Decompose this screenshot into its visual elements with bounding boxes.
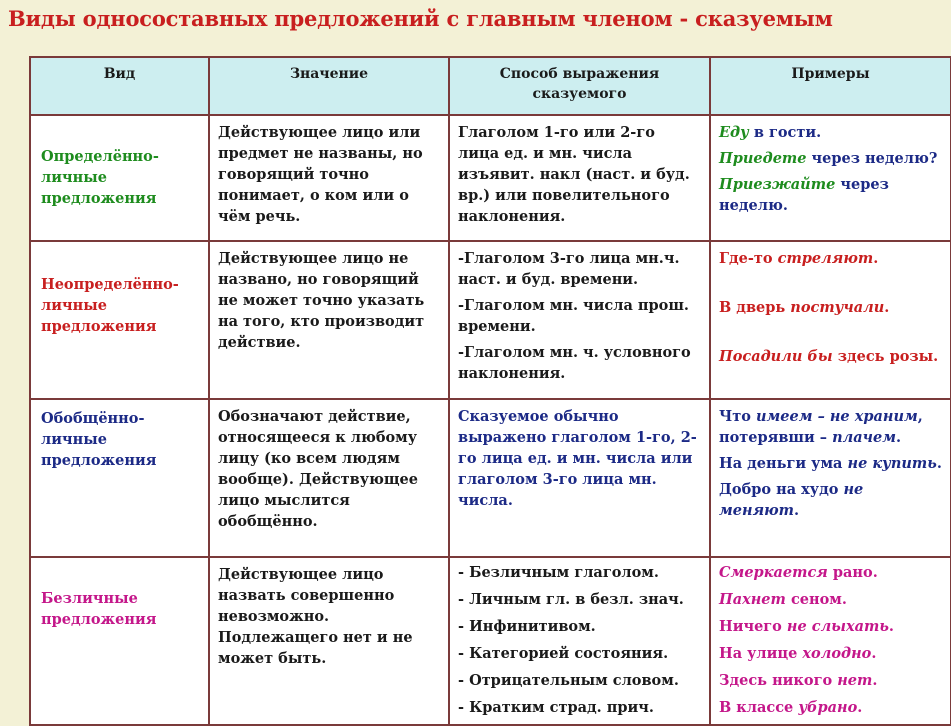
example-rest: . (857, 699, 863, 717)
example-rest: . (873, 250, 879, 267)
example-item (719, 248, 942, 269)
kind-cell (30, 399, 209, 557)
expression-cell (449, 557, 710, 725)
example-verb: холодно (802, 645, 872, 663)
expression-item: - Категорией состояния. (458, 645, 669, 663)
example-pre: Здесь никого (719, 672, 838, 690)
example-rest: . (888, 618, 894, 636)
example-part: . (936, 455, 942, 473)
kind-label: Неопределённо-личные предложения (41, 276, 179, 336)
example-verb: не меняют (719, 481, 864, 520)
expression-item: -Глаголом мн. числа прош. времени. (458, 297, 689, 336)
example-item (719, 346, 942, 367)
example-item (719, 479, 942, 521)
one-member-sentences-table (29, 56, 951, 726)
examples-cell (710, 241, 951, 399)
example-verb: Приедете (719, 150, 807, 168)
expression-item: - Личным гл. в безл. знач. (458, 591, 684, 609)
expression-cell (449, 241, 710, 399)
expression-item: - Безличным глаголом. (458, 564, 659, 581)
header-examples: Примеры (710, 57, 951, 115)
example-rest: . (884, 299, 890, 317)
example-rest: . (872, 672, 878, 690)
meaning-cell: Обозначают действие, относящееся к любому лицу (ко всем людям вообще). Действующее лицо мыслится обобщённо. (209, 399, 449, 557)
table-row (30, 557, 951, 725)
kind-label: Обобщённо-личные предложения (41, 410, 157, 470)
kind-label: Определённо-личные предложения (41, 148, 159, 208)
example-item (719, 589, 942, 610)
example-pre: Ничего (719, 618, 787, 636)
example-rest: в гости. (748, 124, 822, 141)
example-item (719, 122, 942, 143)
example-verb: плачем (832, 429, 897, 447)
example-verb: постучали (790, 299, 885, 317)
example-verb: нет (837, 672, 873, 690)
example-item (719, 453, 942, 474)
example-item (719, 697, 942, 718)
expression-item: Глаголом 1-го или 2-го лица ед. и мн. числа изъявит. накл (наст. и буд. вр.) или повелительного наклонения. (458, 124, 690, 226)
example-item (719, 148, 942, 169)
expression-item: Сказуемое обычно выражено глаголом 1-го, 2-го лица ед. и мн. числа или глаголом 3-го лица мн. числа. (458, 408, 697, 510)
example-item (719, 616, 942, 637)
header-kind: Вид (30, 57, 209, 115)
example-verb: Приезжайте (719, 176, 836, 194)
examples-cell (710, 557, 951, 725)
table-row (30, 115, 951, 241)
expression-item: - Отрицательным словом. (458, 672, 679, 690)
expression-item: -Глаголом мн. ч. условного наклонения. (458, 344, 691, 383)
kind-label: Безличные предложения (41, 590, 157, 629)
example-verb: Еду (719, 124, 749, 141)
example-verb: не слыхать (786, 618, 889, 636)
table-row (30, 241, 951, 399)
expression-item: - Инфинитивом. (458, 618, 596, 636)
expression-cell (449, 399, 710, 557)
example-verb: Пахнет (719, 591, 786, 609)
example-item (719, 643, 942, 664)
example-rest: рано. (827, 564, 878, 581)
table-row (30, 399, 951, 557)
example-verb: Посадили бы (719, 348, 833, 366)
table-header-row (30, 57, 951, 115)
example-rest: . (871, 645, 877, 663)
examples-cell (710, 399, 951, 557)
expression-cell (449, 115, 710, 241)
expression-item: - Кратким страд. прич. (458, 699, 654, 717)
example-pre: Где-то (719, 250, 778, 267)
example-rest: через неделю? (806, 150, 938, 168)
meaning-cell: Действующее лицо не названо, но говорящий не может точно указать на того, кто производит действие. (209, 241, 449, 399)
kind-cell (30, 115, 209, 241)
example-verb: не купить (847, 455, 937, 473)
example-part: На деньги ума (719, 455, 848, 473)
example-verb: имеем – не храним (755, 408, 918, 425)
example-part: , потерявши – (719, 408, 923, 447)
example-verb: стреляют (777, 250, 874, 267)
header-expression (449, 57, 710, 115)
examples-cell (710, 115, 951, 241)
example-item (719, 406, 942, 448)
expression-item: -Глаголом 3-го лица мн.ч. наст. и буд. времени. (458, 250, 680, 289)
page-title: Виды односоставных предложений с главным членом - сказуемым (8, 6, 833, 31)
example-item (719, 174, 942, 216)
example-rest: здесь розы. (832, 348, 939, 366)
kind-cell (30, 557, 209, 725)
example-verb: Смеркается (719, 564, 828, 581)
meaning-cell: Действующее лицо назвать совершенно невозможно. Подлежащего нет и не может быть. (209, 557, 449, 725)
example-part: Добро на худо (719, 481, 844, 499)
example-item (719, 670, 942, 691)
example-rest: сеном. (785, 591, 847, 609)
kind-cell (30, 241, 209, 399)
example-pre: В дверь (719, 299, 791, 317)
example-pre: На улице (719, 645, 803, 663)
example-item (719, 297, 942, 318)
example-rest: через неделю. (719, 176, 889, 215)
example-part: . (896, 429, 902, 447)
example-part: Что (719, 408, 756, 425)
example-part: . (794, 502, 800, 520)
header-expression-label: Способ выражения сказуемого (499, 66, 660, 103)
example-item (719, 562, 942, 583)
example-pre: В классе (719, 699, 799, 717)
meaning-cell: Действующее лицо или предмет не названы, но говорящий точно понимает, о ком или о чём речь. (209, 115, 449, 241)
example-verb: убрано (798, 699, 858, 717)
header-meaning: Значение (209, 57, 449, 115)
